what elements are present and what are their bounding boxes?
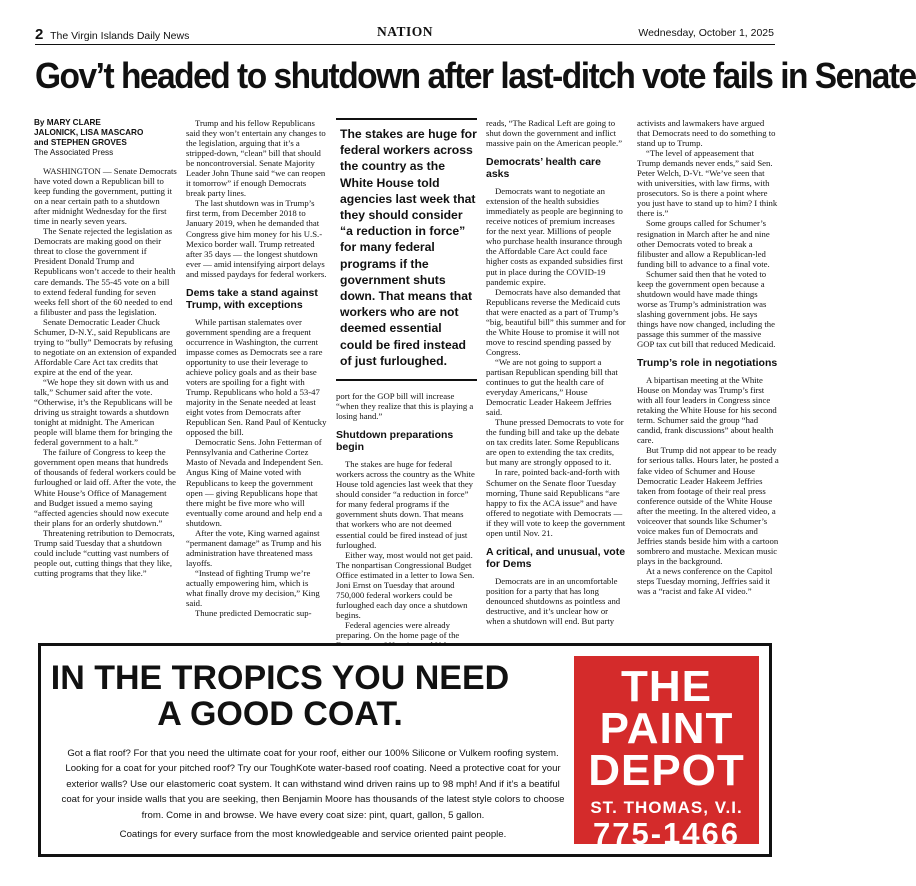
subhead-trump-role: Trump’s role in negotiations [637,357,778,370]
paragraph: WASHINGTON — Senate Democrats have voted down a Republican bill to keep funding the government, putting it on a near certain path to a shutdown after midnight Wednesday for the first time in nearly seven years. [34,166,177,227]
header-rule [35,44,775,45]
paragraph: activists and lawmakers have argued that Democrats need to do something to stand up to Trump. [637,118,776,149]
byline-line-2: JALONICK, LISA MASCARO [34,128,144,137]
paragraph: The Senate rejected the legislation as Democrats are making good on their threat to close the government if President Donald Trump and Republicans won’t accede to their health care demands. The 55-45 vote on a bill to extend federal funding for seven weeks fell short of the 60 needed to end a filibuster and pass the legislation. [34,226,176,317]
paragraph: Democrats are in an uncomfortable position for a party that has long denounced shutdowns as pointless and destructive, and it’s unclear how or when a shutdown will end. But party [486,575,621,626]
brand-line-2: PAINT [599,704,734,753]
section-label: NATION [376,24,433,39]
column-paragraphs [186,118,327,279]
ad-footer: Coatings for every surface from the most knowledgeable and service oriented paint people. [119,829,507,840]
byline-line-1: By MARY CLARE [34,118,101,127]
paragraph: At a news conference on the Capitol steps Tuesday morning, Jeffries said it was a “racist and fake AI video.” [637,565,773,597]
article-column-1 [34,118,177,578]
ad-body: Got a flat roof? For that you need the ultimate coat for your roof, either our 100% Silicone or Vulkem roofing system. Looking for a coat for your pitched roof? Try our ToughKote water-based roof coating. Need a protective coat for your exterior walls? Use our elastomeric coat system. It can withstand wind driven rains up to 98 mph! And if it’s a beatiful coat for your inside walls that you are seeking, then Benjamin Moore has thousands of the latest style colors to choose from. Come in and browse. We have every coat size: pint, quart, gallon, 5 gallon. [61,748,565,821]
subhead-critical-vote: A critical, and unusual, vote for Dems [486,545,626,570]
paragraph: The last shutdown was in Trump’s first term, from December 2018 to January 2019, when he demanded that Congress give him money for his U.S.-Mexico border wall. Trump retreated after 35 days — the longest shutdown ever — amid intensifying airport delays and missed paydays for federal workers. [186,198,327,279]
subhead-shutdown-preparations: Shutdown preparations begin [336,429,454,454]
paper-name: The Virgin Islands Daily News [50,30,190,42]
paragraph: Senate Democratic Leader Chuck Schumer, D-N.Y., said Republicans are trying to “bully” Democrats by refusing to negotiate on an extension of expanded Affordable Care Act tax credits that expire at the end of the year. [34,316,177,377]
column-paragraphs [34,166,177,578]
column-paragraphs [486,186,627,538]
ad-title [48,660,512,732]
paragraph: port for the GOP bill will increase “when they realize that this is playing a losing hand.” [336,391,474,422]
column-paragraphs [336,459,477,660]
paragraph: The stakes are huge for federal workers across the country as the White House told agencies last week that they should consider “a reduction in force” for many federal programs if the government shuts down. That means that workers who are not deemed essential could be fired instead of just furloughed. [336,459,475,550]
column-paragraphs [637,118,779,349]
byline [34,118,177,158]
article-column-2 [186,118,327,618]
subhead-dems-stand: Dems take a stand against Trump, with exceptions [186,286,318,311]
paragraph: But Trump did not appear to be ready for serious talks. Hours later, he posted a fake video of Schumer and House Democratic Leader Hakeem Jeffries taken from footage of their real press conference outside of the White House after the meeting. In the altered video, a voiceover that sounds like Schumer’s voice makes fun of Democrats and Jeffries stands beside him with a cartoon sombrero and mustache. Mexican music plays in the background. [637,445,779,566]
brand-line-3: DEPOT [588,746,745,795]
pull-quote: The stakes are huge for federal workers across the country as the White House told agencies last week that they should consider “a reduction in force” for many federal programs if the government shuts down. That means that workers who are not deemed essential could be fired instead of just furloughed. [336,118,477,381]
paragraph: Thune predicted Democratic sup- [195,608,312,619]
article-column-3 [336,118,477,660]
column-paragraphs [486,118,627,148]
paragraph: A bipartisan meeting at the White House on Monday was Trump’s first with all four leaders in Congress since retaking the White House for his second term. Schumer said the group “had candid, frank discussions” about health care. [637,375,777,446]
paragraph: “We hope they sit down with us and talk,” Schumer said after the vote. “Otherwise, it’s the Republicans will be driving us straight towards a shutdown tonight at midnight. The American people will blame them for bringing the federal government to a halt.” [34,376,173,448]
paragraph: Federal agencies were already preparing. On the home page of the [336,619,460,640]
paragraph: Threatening retribution to Democrats, Trump said Tuesday that a shutdown could include “cutting vast numbers of people out, cutting things that they like, cutting programs that they like.” [34,527,175,578]
article-column-4 [486,118,627,626]
paragraph: Either way, most would not get paid. The nonpartisan Congressional Budget Office estimated in a letter to Iowa Sen. Joni Ernst on Tuesday that around 750,000 federal workers could be furloughed each day once a shutdown begins. [336,549,475,620]
column-paragraphs [336,391,477,421]
column-paragraphs [637,375,779,596]
byline-agency: The Associated Press [34,148,114,157]
paragraph: While partisan stalemates over government spending are a frequent occurrence in Washington, the current impasse comes as Democrats see a rare opportunity to use their leverage to achieve policy goals and as their base voters are spoiling for a fight with Trump. Republicans who hold a 53-47 majority in the Senate needed at least eight votes from Democrats after Republican Sen. Rand Paul of Kentucky opposed the bill. [186,316,327,438]
brand-location: ST. THOMAS, V.I. [590,798,743,817]
paragraph: Schumer said then that he voted to keep the government open because a shutdown would have made things worse as Trump’s administration was slashing government jobs. He says things have now changed, including the passage this summer of the massive GOP tax cut bill that reduced Medicaid. [637,268,776,350]
article-column-5 [637,118,779,596]
paragraph: Democrats have also demanded that Republicans reverse the Medicaid cuts that were enacted as a part of Trump’s “big, beautiful bill” this summer and for the White House to promise it will not move to rescind spending passed by Congress. [486,286,626,357]
paragraph: After the vote, King warned against “permanent damage” as Trump and his administration have threatened mass layoffs. [186,527,322,568]
paragraph: “We are not going to support a partisan Republican spending bill that continues to gut the health care of everyday Americans,” House Democratic Leader Hakeem Jeffries said. [486,356,618,418]
headline: Gov’t headed to shutdown after last-ditch vote fails in Senate [35,55,916,96]
paragraph: The failure of Congress to keep the government open means that hundreds of thousands of federal workers could be furloughed or laid off. After the vote, the White House’s Office of Management and Budget issued a memo saying “affected agencies should now execute their plans for an orderly shutdown.” [34,447,176,528]
ad-title-line-1: IN THE TROPICS YOU NEED [50,659,510,697]
brand-line-1: THE [621,662,712,711]
page-number: 2 [35,26,44,43]
paragraph: Some groups called for Schumer’s resignation in March after he and nine other Democrats voted to break a filibuster and allow a Republican-led funding bill to advance to a final vote. [637,218,770,269]
paragraph: Thune pressed Democrats to vote for the funding bill and take up the debate on tax credits later. Some Republicans are open to extending the tax credits, but many are strongly opposed to it. [486,417,624,468]
issue-date: Wednesday, October 1, 2025 [638,27,774,39]
paragraph: Trump and his fellow Republicans said they won’t entertain any changes to the legislation, arguing that it’s a stripped-down, “clean” bill that should be noncontroversial. Senate Majority Leader John Thune said “we can reopen it tomorrow” if enough Democrats break party lines. [186,118,326,199]
subhead-health-care-asks: Democrats’ health care asks [486,156,601,181]
ad-title-line-2: A GOOD COAT. [157,695,403,733]
paragraph: “The level of appeasement that Trump demands never ends,” said Sen. Peter Welch, D-Vt. “We’ve seen that with universities, with law firms, with prosecutors. So is there a point where you just have to stand up to him? I think there is.” [637,148,778,219]
byline-line-3: and STEPHEN GROVES [34,138,127,147]
paragraph: In rare, pointed back-and-forth with Schumer on the Senate floor Tuesday morning, Thune said Republicans “are happy to fix the ACA issue” and have offered to negotiate with Democrats — if they will vote to keep the government open until Nov. 21. [486,467,626,538]
paragraph: Democratic Sens. John Fetterman of Pennsylvania and Catherine Cortez Masto of Nevada and Independent Sen. Angus King of Maine voted with Republicans to keep the government open — giving Republicans hope that there might be five more who will eventually come around and help end a shutdown. [186,437,324,528]
paint-depot-logo-box [574,656,759,851]
column-paragraphs [486,576,627,626]
paragraph: Democrats want to negotiate an extension of the health subsidies immediately as people are beginning to receive notices of premium increases for the next year. Millions of people who purchase health insurance through the Affordable Care Act could face higher costs as expanded subsidies first put in place during the COVID-19 pandemic expire. [486,186,623,287]
brand-phone: 775-1466 [592,816,740,851]
paragraph: reads, “The Radical Left are going to shut down the government and inflict massive pain on the American people.” [486,118,623,149]
paragraph: “Instead of fighting Trump we’re actually empowering him, which is what finally drove my decision,” King said. [186,567,320,609]
column-paragraphs [186,317,327,618]
